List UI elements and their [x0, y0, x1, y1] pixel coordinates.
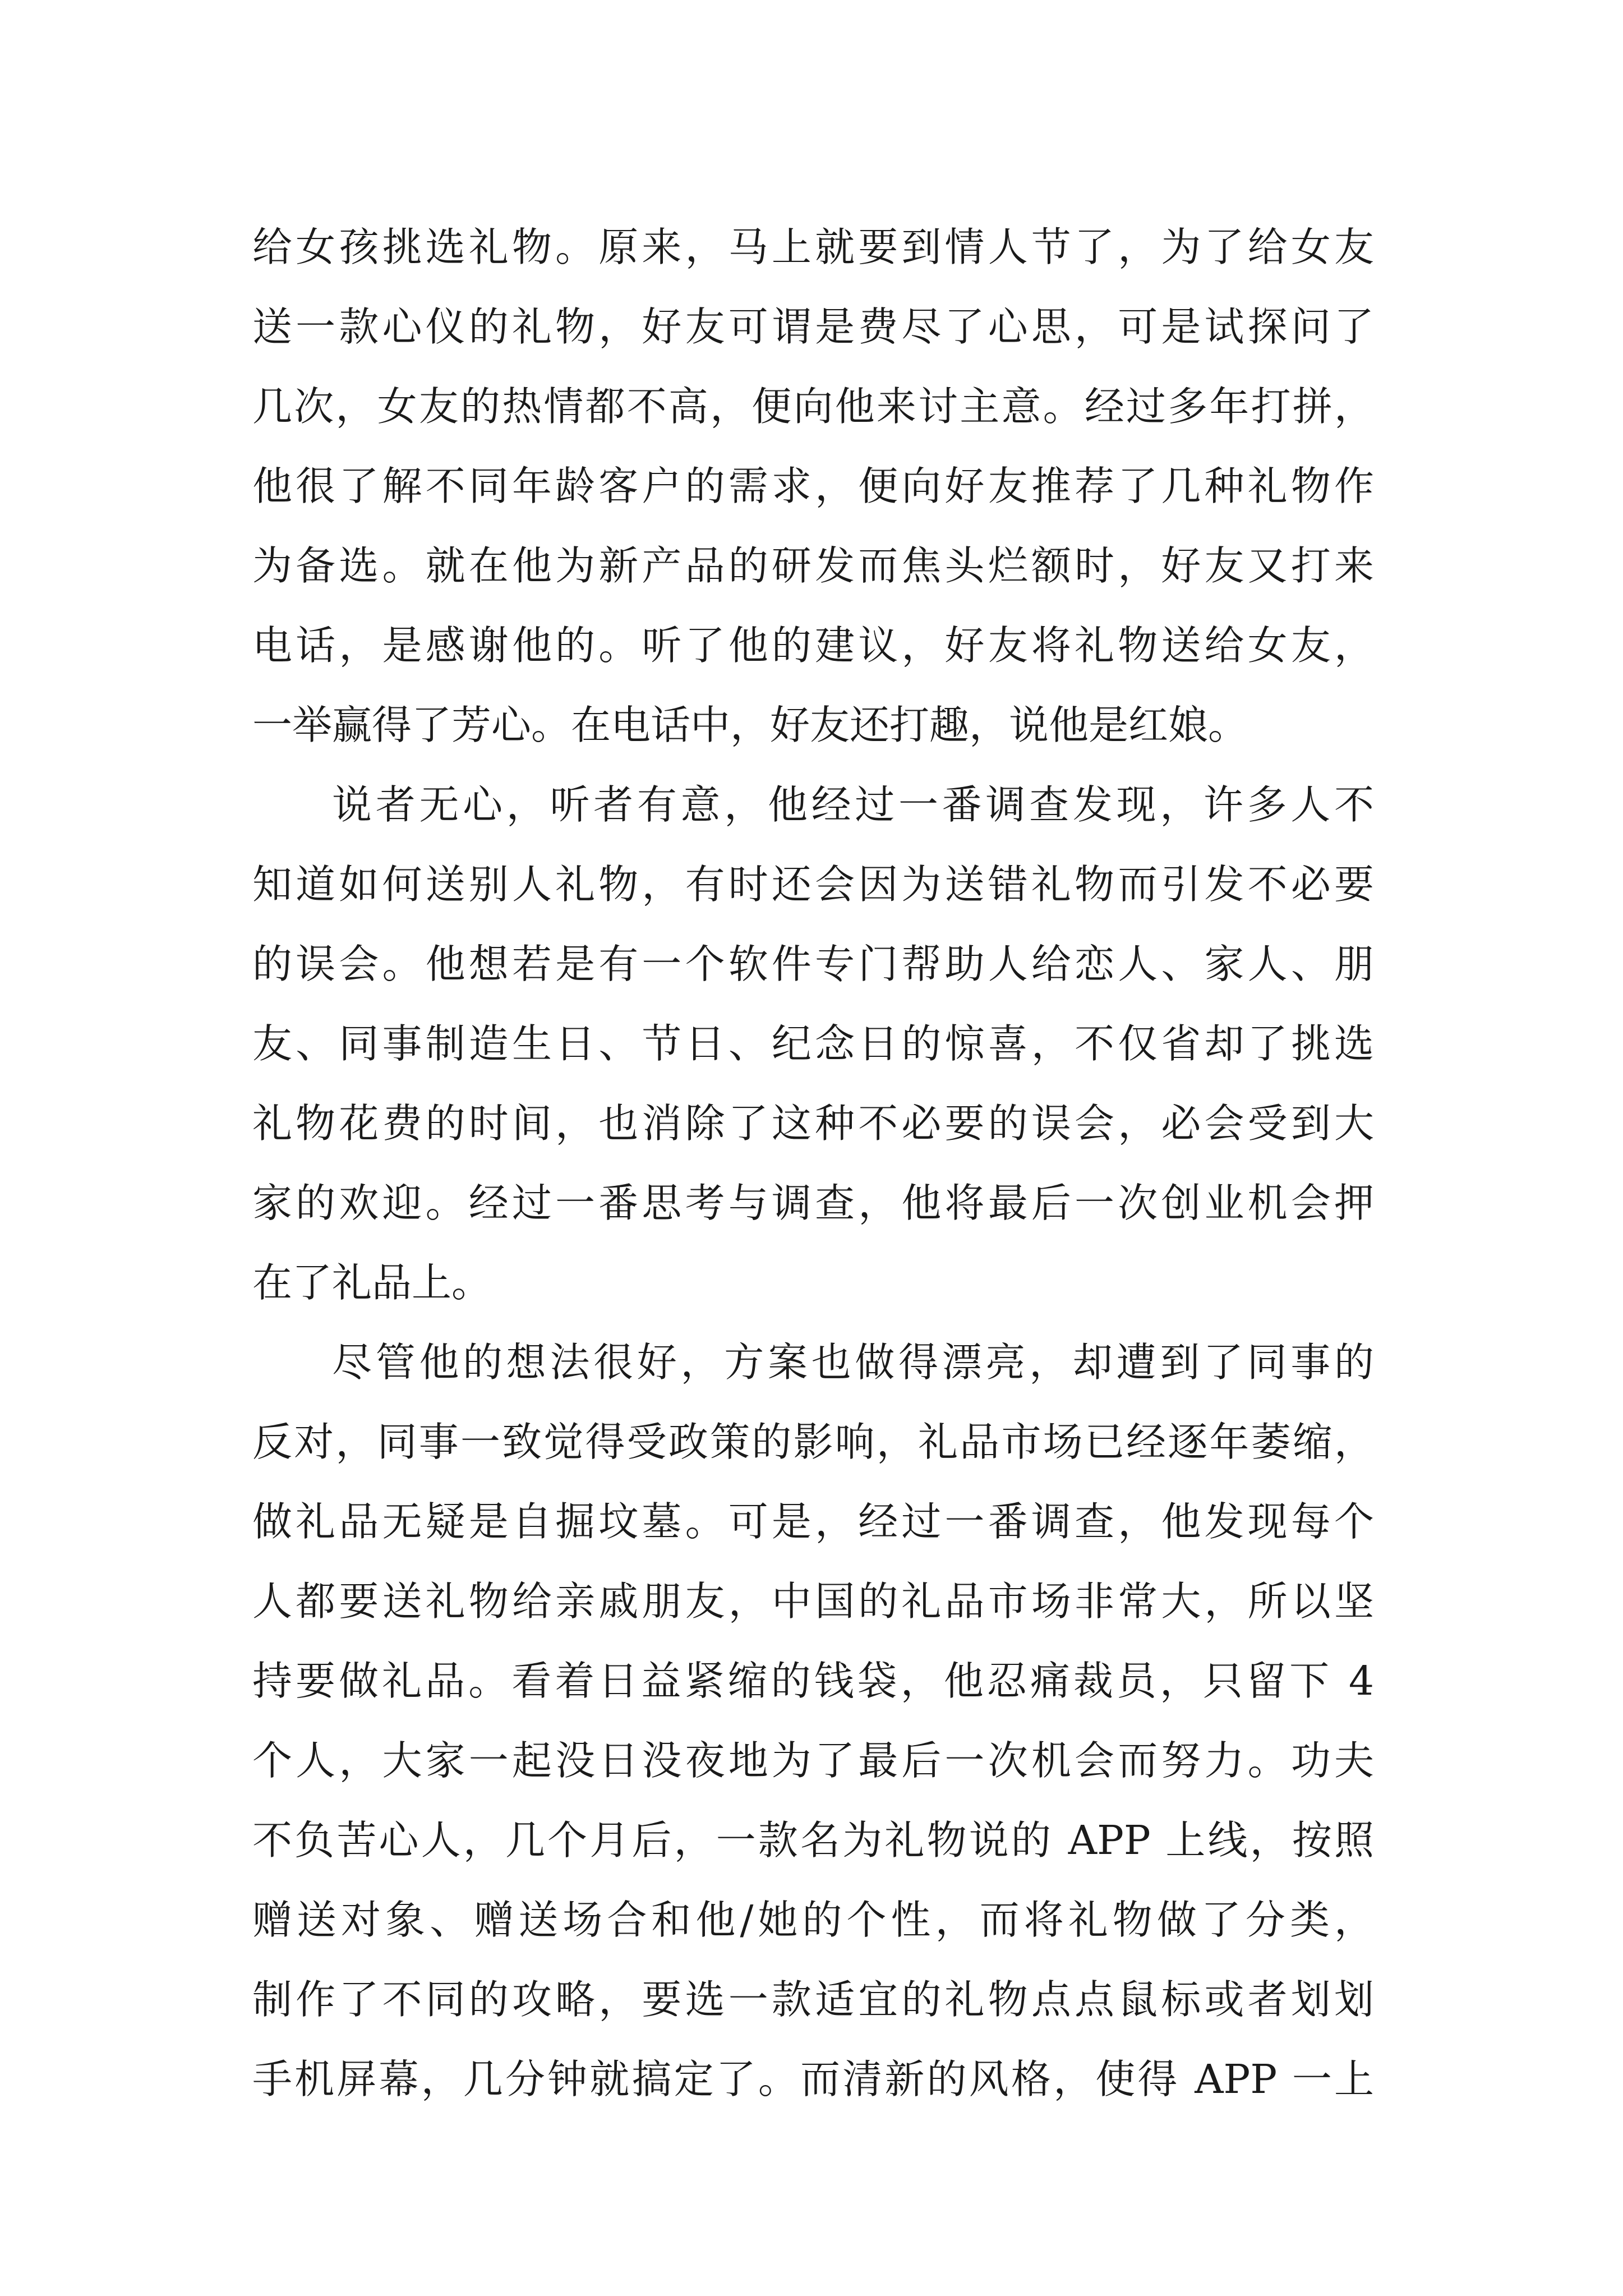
text-line: 友、同事制造生日、节日、纪念日的惊喜，不仅省却了挑选 — [252, 1020, 1374, 1067]
text-line: 他很了解不同年龄客户的需求，便向好友推荐了几种礼物作 — [252, 463, 1374, 509]
text-line: 反对，同事一致觉得受政策的影响，礼品市场已经逐年萎缩， — [252, 1419, 1374, 1465]
text-line: 手机屏幕，几分钟就搞定了。而清新的风格，使得 APP 一上 — [252, 2056, 1374, 2102]
text-line: 做礼品无疑是自掘坟墓。可是，经过一番调查，他发现每个 — [252, 1498, 1374, 1545]
text-line: 一举赢得了芳心。在电话中，好友还打趣，说他是红娘。 — [252, 702, 1248, 748]
text-line: 电话，是感谢他的。听了他的建议，好友将礼物送给女友， — [252, 622, 1374, 669]
text-line: 尽管他的想法很好，方案也做得漂亮，却遭到了同事的 — [332, 1339, 1374, 1386]
text-line: 不负苦心人，几个月后，一款名为礼物说的 APP 上线，按照 — [252, 1817, 1374, 1864]
text-line: 几次，女友的热情都不高，便向他来讨主意。经过多年打拼， — [252, 383, 1374, 430]
text-line: 说者无心，听者有意，他经过一番调查发现，许多人不 — [332, 781, 1374, 828]
text-line: 的误会。他想若是有一个软件专门帮助人给恋人、家人、朋 — [252, 941, 1374, 987]
text-line: 为备选。就在他为新产品的研发而焦头烂额时，好友又打来 — [252, 542, 1374, 589]
text-line: 持要做礼品。看着日益紧缩的钱袋，他忍痛裁员，只留下 4 — [252, 1658, 1374, 1704]
text-line: 礼物花费的时间，也消除了这种不必要的误会，必会受到大 — [252, 1100, 1374, 1147]
text-line: 个人，大家一起没日没夜地为了最后一次机会而努力。功夫 — [252, 1737, 1374, 1784]
text-line: 知道如何送别人礼物，有时还会因为送错礼物而引发不必要 — [252, 861, 1374, 908]
text-line: 给女孩挑选礼物。原来，马上就要到情人节了，为了给女友 — [252, 224, 1374, 270]
text-line: 送一款心仪的礼物，好友可谓是费尽了心思，可是试探问了 — [252, 303, 1374, 350]
text-line: 家的欢迎。经过一番思考与调查，他将最后一次创业机会押 — [252, 1180, 1374, 1226]
text-line: 人都要送礼物给亲戚朋友，中国的礼品市场非常大，所以坚 — [252, 1578, 1374, 1625]
text-line: 赠送对象、赠送场合和他/她的个性，而将礼物做了分类， — [252, 1897, 1374, 1943]
body-text — [252, 208, 1374, 2119]
text-line: 制作了不同的攻略，要选一款适宜的礼物点点鼠标或者划划 — [252, 1976, 1374, 2023]
text-line: 在了礼品上。 — [252, 1259, 492, 1306]
